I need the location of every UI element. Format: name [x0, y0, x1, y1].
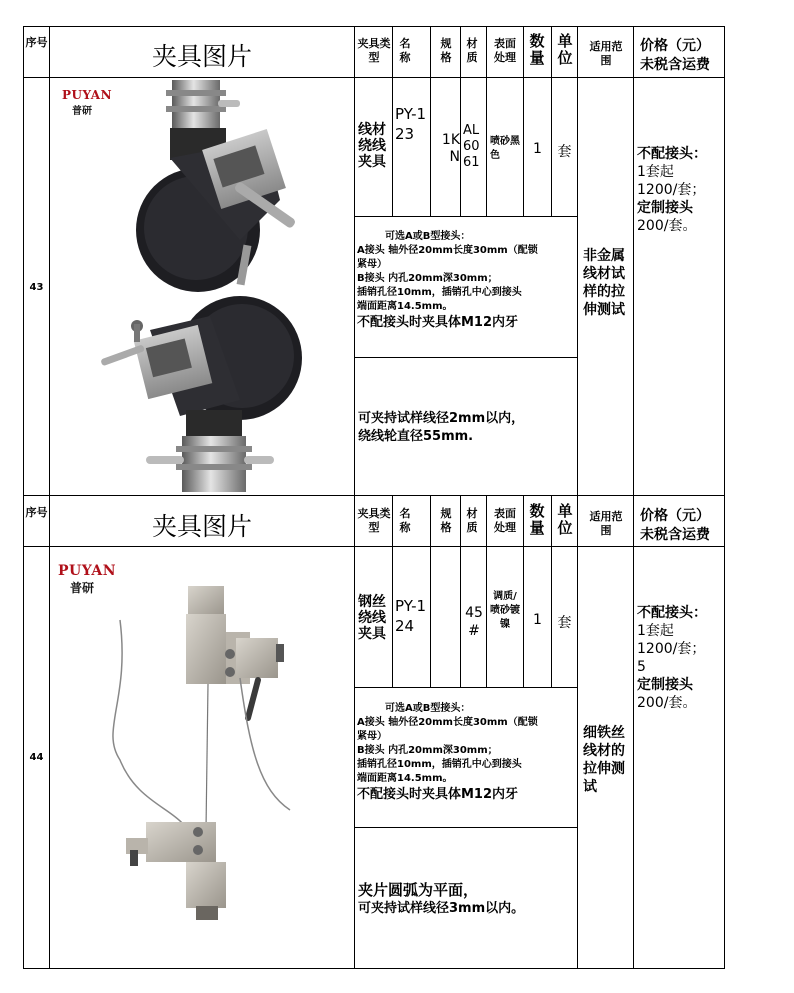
note-line: 紧母）	[357, 259, 387, 270]
note-line: 插销孔径10mm，插销孔中心到接头	[357, 759, 522, 770]
price-line: 1200/套；	[637, 182, 706, 198]
header-name: 名称	[399, 37, 411, 64]
row-material: AL6061	[463, 123, 480, 170]
header-scope: 适用范围	[589, 40, 623, 67]
note-line: B接头 内孔20mm深30mm；	[357, 273, 498, 284]
row-name: PY-123	[395, 105, 427, 143]
price-line: 200/套。	[637, 695, 697, 711]
header-seq: 序号	[25, 36, 48, 49]
header-qty: 数量	[529, 32, 545, 67]
price-line: 定制接头	[637, 200, 693, 216]
row-price	[637, 604, 723, 712]
note-line: 端面距离14.5mm。	[357, 301, 453, 312]
row-surface: 调质/喷砂镀镍	[490, 591, 520, 630]
price-line: 定制接头	[637, 677, 693, 693]
header-surface: 表面处理	[494, 37, 516, 64]
header-surface: 表面处理	[494, 507, 516, 534]
header-seq: 序号	[25, 506, 48, 519]
note-line: 插销孔径10mm，插销孔中心到接头	[357, 287, 522, 298]
row-extra	[358, 410, 576, 446]
note-line: A接头 轴外径20mm长度30mm（配锁	[357, 245, 538, 256]
note-line: B接头 内孔20mm深30mm；	[357, 745, 498, 756]
header-material: 材质	[466, 507, 478, 534]
header-price-line1: 价格（元）	[640, 38, 710, 54]
header-name: 名称	[399, 507, 411, 534]
header-spec: 规格	[440, 507, 452, 534]
row-qty: 1	[533, 141, 542, 157]
price-line: 1200/套；	[637, 641, 706, 657]
header-type: 夹具类型	[357, 507, 391, 534]
row-note	[357, 230, 575, 332]
row-unit: 套	[557, 615, 572, 631]
header-picture: 夹具图片	[151, 512, 252, 541]
row-seq: 44	[29, 752, 44, 763]
row-surface: 喷砂黑色	[490, 136, 520, 161]
row-type: 线材绕线夹具	[358, 122, 386, 170]
price-line: 不配接头：	[637, 605, 707, 621]
row-spec: 1KN	[441, 132, 460, 165]
note-line: 紧母）	[357, 731, 387, 742]
note-big: 不配接头时夹具体M12内牙	[357, 315, 519, 330]
note-title: 可选A或B型接头：	[385, 703, 471, 714]
header-unit: 单位	[557, 32, 573, 67]
fixture-photo-py124	[100, 580, 300, 920]
note-line: A接头 轴外径20mm长度30mm（配锁	[357, 717, 538, 728]
extra-line: 可夹持试样线径2mm以内，	[358, 411, 525, 426]
note-big: 不配接头时夹具体M12内牙	[357, 787, 519, 802]
price-line: 1套起	[637, 623, 674, 639]
row-scope: 细铁丝线材的拉伸测试	[583, 725, 625, 795]
header-spec: 规格	[440, 37, 452, 64]
fixture-photo-py123	[90, 80, 340, 492]
logo-cn: 普研	[70, 581, 95, 595]
row-note	[357, 702, 575, 804]
header-unit: 单位	[557, 502, 573, 537]
price-line: 5	[637, 659, 646, 675]
logo-en: PUYAN	[62, 88, 113, 102]
header-picture: 夹具图片	[151, 42, 252, 71]
header-price-line2: 未税含运费	[640, 527, 710, 543]
row-unit: 套	[557, 144, 572, 160]
logo-en: PUYAN	[58, 563, 116, 579]
row-qty: 1	[533, 612, 542, 628]
header-price-line1: 价格（元）	[640, 508, 710, 524]
row-material: 45#	[465, 605, 483, 639]
header-type: 夹具类型	[357, 37, 391, 64]
row-name: PY-124	[395, 597, 427, 635]
row-price	[637, 145, 723, 235]
row-extra	[358, 880, 576, 918]
row-scope: 非金属线材试样的拉伸测试	[583, 248, 625, 318]
row-type: 钢丝绕线夹具	[358, 594, 386, 642]
header-scope: 适用范围	[589, 510, 623, 537]
logo-cn: 普研	[72, 106, 92, 117]
row-seq: 43	[29, 282, 44, 293]
note-title: 可选A或B型接头：	[385, 231, 471, 242]
extra-line: 可夹持试样线径3mm以内。	[358, 901, 525, 916]
header-qty: 数量	[529, 502, 545, 537]
extra-line: 夹片圆弧为平面，	[358, 881, 479, 899]
header-price-line2: 未税含运费	[640, 57, 710, 73]
price-line: 200/套。	[637, 218, 697, 234]
price-line: 1套起	[637, 164, 674, 180]
price-line: 不配接头：	[637, 146, 707, 162]
note-line: 端面距离14.5mm。	[357, 773, 453, 784]
header-material: 材质	[466, 37, 478, 64]
extra-line: 绕线轮直径55mm.	[358, 429, 474, 444]
